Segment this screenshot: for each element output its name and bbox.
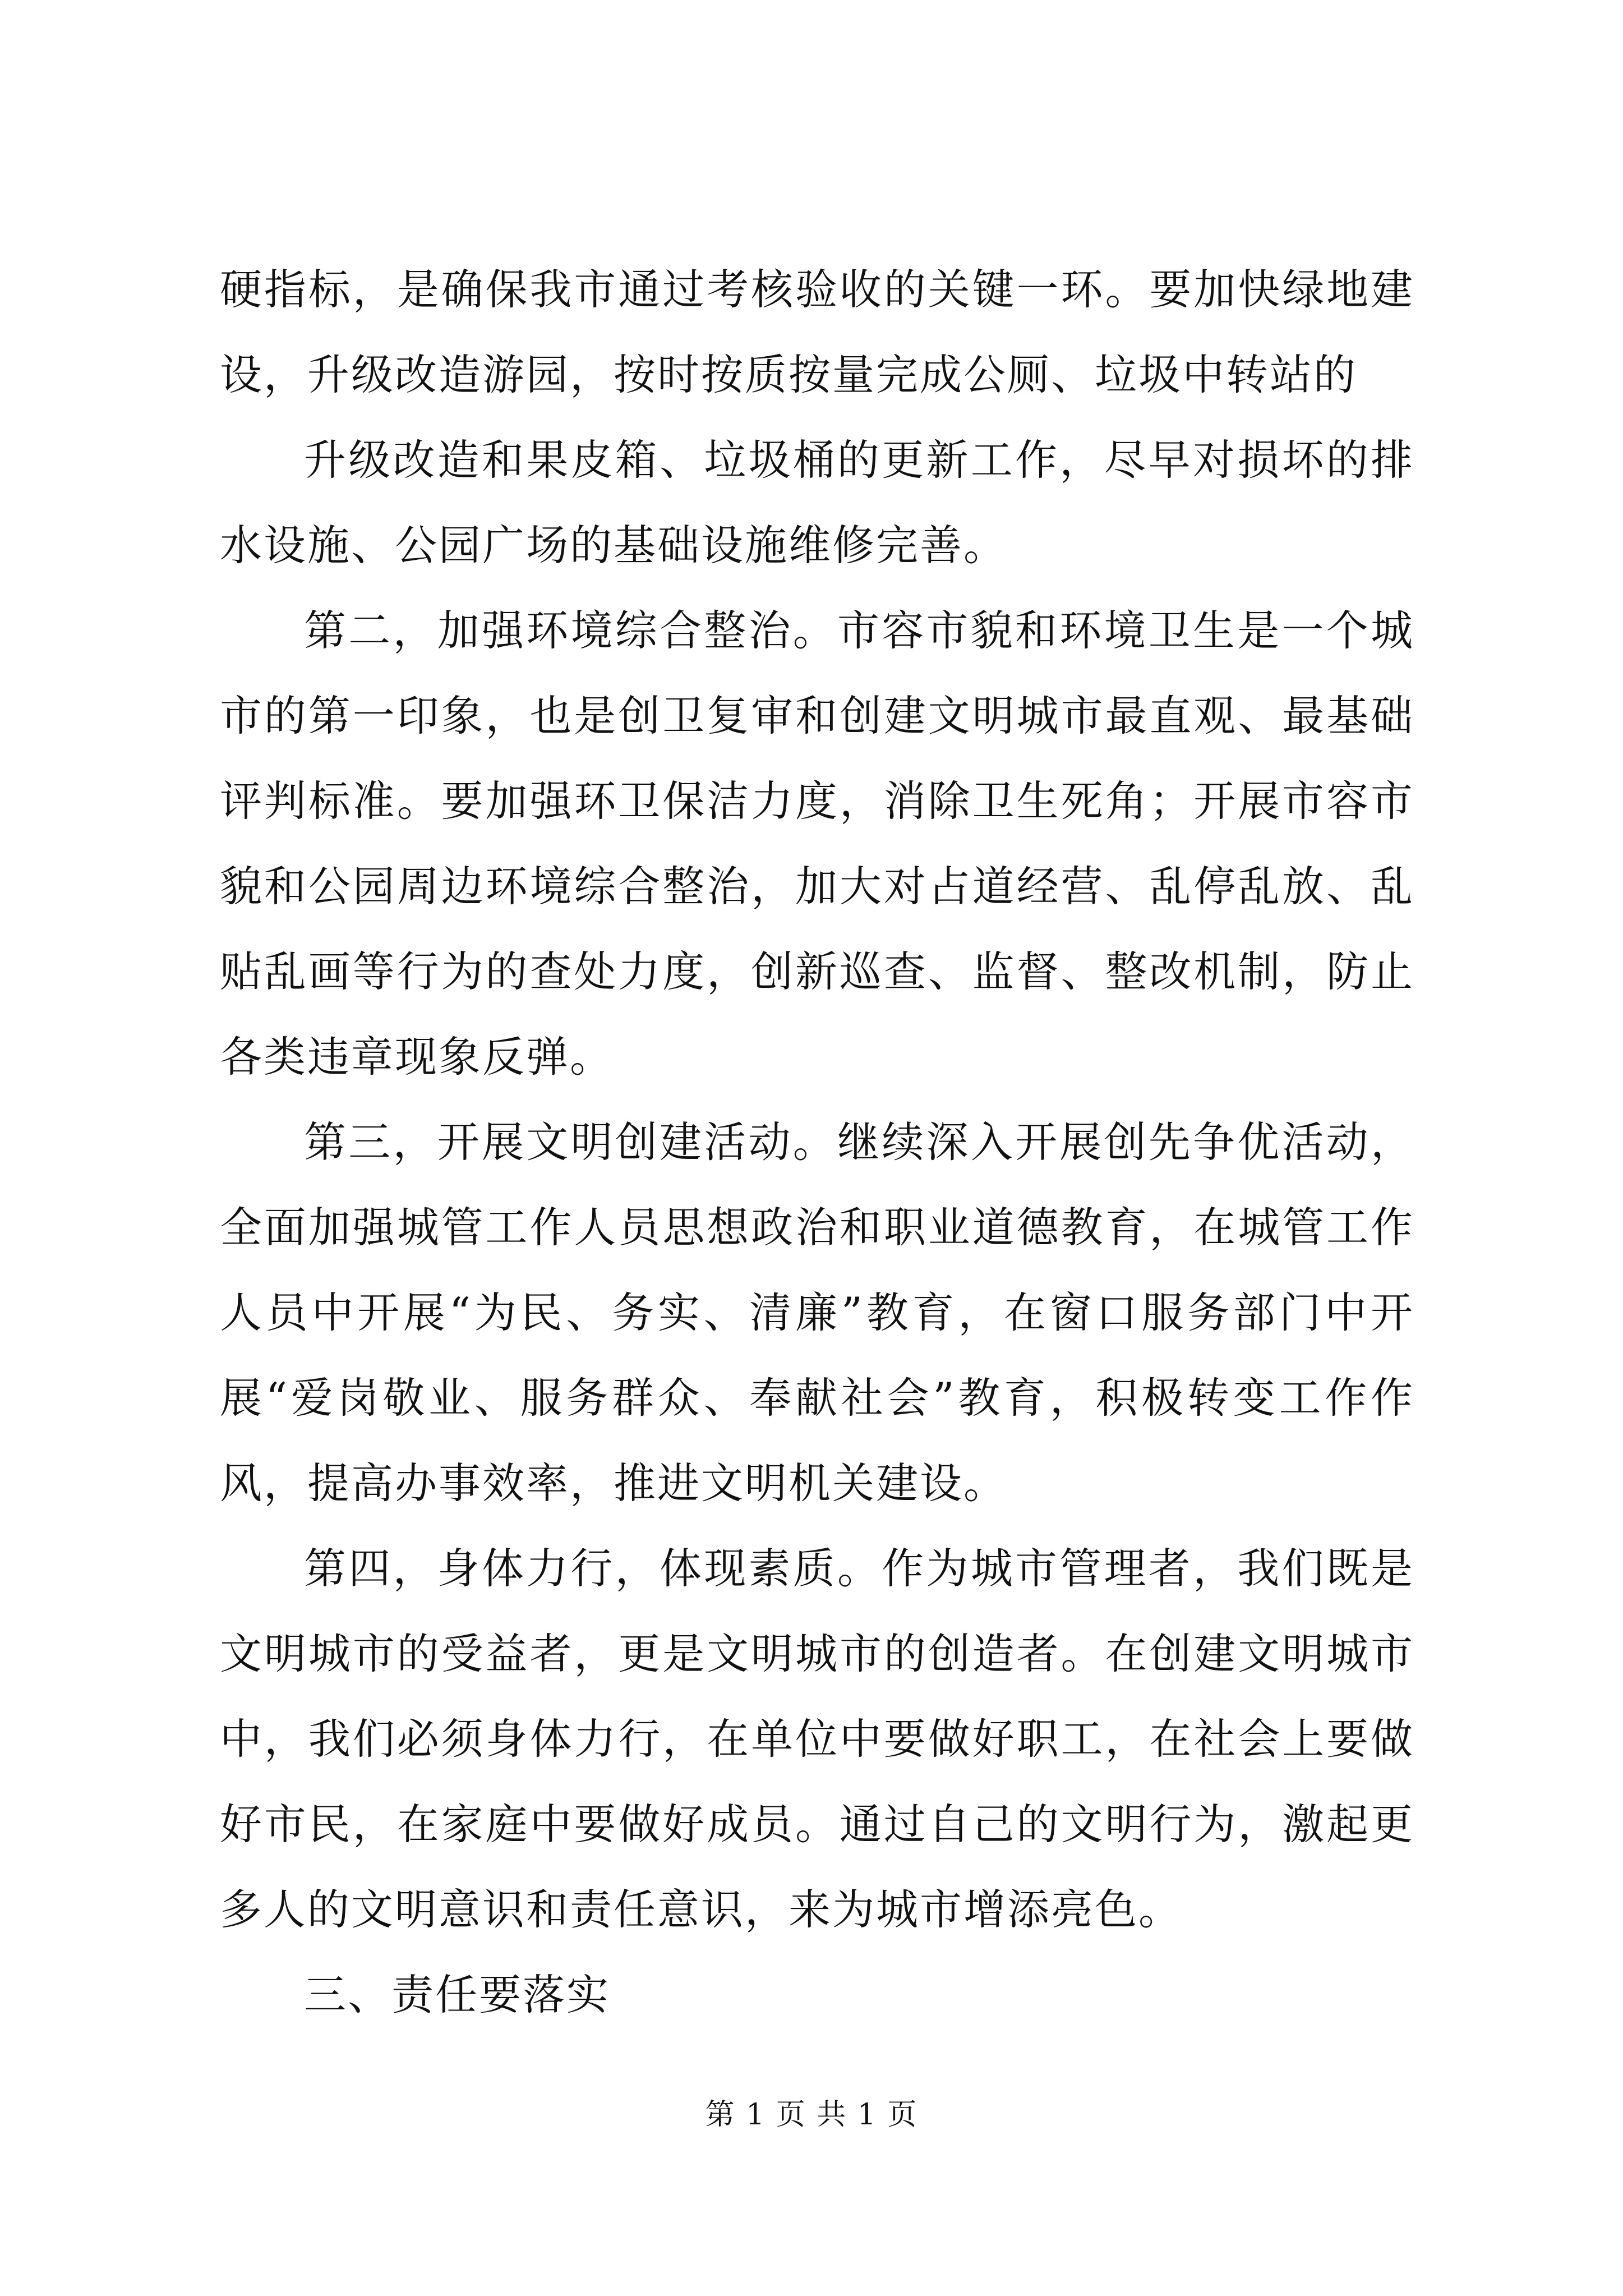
paragraph-1: 硬指标，是确保我市通过考核验收的关键一环。要加快绿地建设，升级改造游园，按时按质按量完成公厕、垃圾中转站的 bbox=[220, 265, 1414, 399]
paragraph-4: 第三，开展文明创建活动。继续深入开展创先争优活动，全面加强城管工作人员思想政治和职业道德教育，在城管工作人员中开展“为民、务实、清廉”教育，在窗口服务部门中开展“爱岗敬业、服务群众、奉献社会”教育，积极转变工作作风，提高办事效率，推进文明机关建设。 bbox=[220, 1117, 1414, 1508]
paragraph-2: 升级改造和果皮箱、垃圾桶的更新工作，尽早对损坏的排水设施、公园广场的基础设施维修完善。 bbox=[220, 435, 1414, 570]
page-footer: 第 1 页 共 1 页 bbox=[705, 2098, 918, 2132]
document-body bbox=[220, 247, 1414, 2037]
section-heading: 三、责任要落实 bbox=[304, 1970, 611, 2019]
paragraph-3: 第二，加强环境综合整治。市容市貌和环境卫生是一个城市的第一印象，也是创卫复审和创建文明城市最直观、最基础评判标准。要加强环卫保洁力度，消除卫生死角；开展市容市貌和公园周边环境综合整治，加大对占道经营、乱停乱放、乱贴乱画等行为的查处力度，创新巡查、监督、整改机制，防止各类违章现象反弹。 bbox=[220, 606, 1414, 1082]
paragraph-5: 第四，身体力行，体现素质。作为城市管理者，我们既是文明城市的受益者，更是文明城市的创造者。在创建文明城市中，我们必须身体力行，在单位中要做好职工，在社会上要做好市民，在家庭中要做好成员。通过自己的文明行为，激起更多人的文明意识和责任意识，来为城市增添亮色。 bbox=[220, 1544, 1414, 1934]
